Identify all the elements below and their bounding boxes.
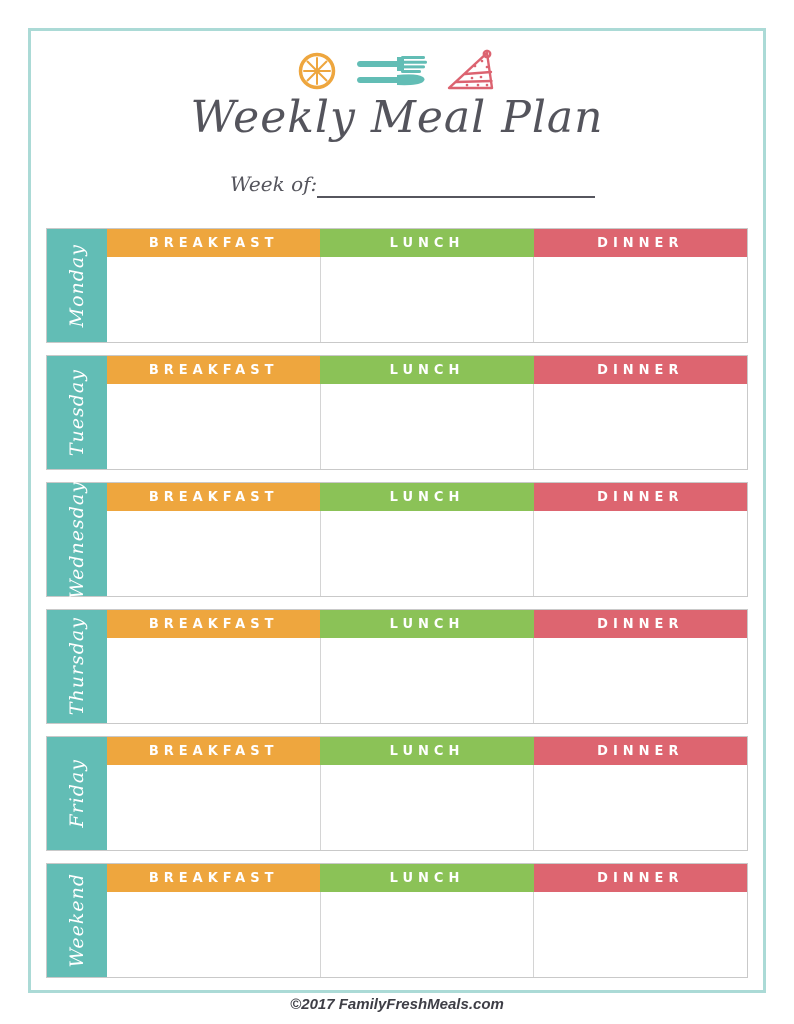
day-row-monday	[46, 228, 748, 343]
meal-cell-monday-dinner[interactable]	[534, 257, 747, 342]
day-name: Thursday	[66, 617, 88, 716]
meal-plan-table	[46, 228, 748, 990]
column-headers	[107, 356, 747, 384]
meal-cell-monday-breakfast[interactable]	[107, 257, 321, 342]
week-of-input[interactable]	[317, 170, 595, 198]
meal-cells	[107, 511, 747, 596]
day-name: Wednesday	[66, 480, 88, 599]
breakfast-header: BREAKFAST	[107, 229, 320, 257]
dinner-header: DINNER	[534, 229, 747, 257]
meal-cell-wednesday-dinner[interactable]	[534, 511, 747, 596]
orange-slice-icon	[297, 51, 337, 96]
breakfast-header: BREAKFAST	[107, 737, 320, 765]
breakfast-header: BREAKFAST	[107, 610, 320, 638]
dinner-header: DINNER	[534, 483, 747, 511]
meal-cell-tuesday-lunch[interactable]	[321, 384, 535, 469]
row-main	[107, 610, 747, 723]
meal-cell-wednesday-lunch[interactable]	[321, 511, 535, 596]
meal-cell-wednesday-breakfast[interactable]	[107, 511, 321, 596]
day-name: Tuesday	[66, 368, 88, 457]
day-row-friday	[46, 736, 748, 851]
lunch-header: LUNCH	[320, 737, 533, 765]
day-name: Friday	[66, 759, 88, 828]
fork-and-knife-icon	[355, 54, 427, 93]
meal-cells	[107, 384, 747, 469]
meal-cells	[107, 765, 747, 850]
day-row-tuesday	[46, 355, 748, 470]
dinner-header: DINNER	[534, 356, 747, 384]
row-main	[107, 229, 747, 342]
meal-cell-weekend-lunch[interactable]	[321, 892, 535, 977]
meal-cell-monday-lunch[interactable]	[321, 257, 535, 342]
meal-cell-thursday-lunch[interactable]	[321, 638, 535, 723]
day-label-wednesday	[47, 480, 107, 599]
meal-cell-friday-dinner[interactable]	[534, 765, 747, 850]
lunch-header: LUNCH	[320, 483, 533, 511]
meal-cell-tuesday-dinner[interactable]	[534, 384, 747, 469]
meal-cell-friday-lunch[interactable]	[321, 765, 535, 850]
day-row-thursday	[46, 609, 748, 724]
day-row-weekend	[46, 863, 748, 978]
row-main	[107, 864, 747, 977]
dinner-header: DINNER	[534, 737, 747, 765]
lunch-header: LUNCH	[320, 864, 533, 892]
day-label-monday	[47, 229, 107, 342]
dinner-header: DINNER	[534, 610, 747, 638]
meal-cell-thursday-breakfast[interactable]	[107, 638, 321, 723]
week-of-row	[230, 170, 595, 198]
row-main	[107, 737, 747, 850]
dinner-header: DINNER	[534, 864, 747, 892]
meal-cells	[107, 257, 747, 342]
row-main	[107, 483, 747, 596]
row-main	[107, 356, 747, 469]
day-label-weekend	[47, 864, 107, 977]
week-of-label: Week of:	[230, 172, 318, 196]
meal-cell-thursday-dinner[interactable]	[534, 638, 747, 723]
day-label-tuesday	[47, 356, 107, 469]
meal-cell-friday-breakfast[interactable]	[107, 765, 321, 850]
day-row-wednesday	[46, 482, 748, 597]
breakfast-header: BREAKFAST	[107, 356, 320, 384]
meal-cells	[107, 638, 747, 723]
day-name: Monday	[66, 243, 88, 328]
meal-cell-weekend-dinner[interactable]	[534, 892, 747, 977]
column-headers	[107, 864, 747, 892]
meal-cell-tuesday-breakfast[interactable]	[107, 384, 321, 469]
column-headers	[107, 483, 747, 511]
page-title: Weekly Meal Plan	[190, 92, 604, 143]
lunch-header: LUNCH	[320, 229, 533, 257]
day-name: Weekend	[66, 873, 88, 968]
day-label-friday	[47, 737, 107, 850]
day-label-thursday	[47, 610, 107, 723]
breakfast-header: BREAKFAST	[107, 864, 320, 892]
meal-cells	[107, 892, 747, 977]
breakfast-header: BREAKFAST	[107, 483, 320, 511]
column-headers	[107, 610, 747, 638]
meal-cell-weekend-breakfast[interactable]	[107, 892, 321, 977]
copyright-footer: ©2017 FamilyFreshMeals.com	[290, 996, 504, 1013]
column-headers	[107, 229, 747, 257]
column-headers	[107, 737, 747, 765]
lunch-header: LUNCH	[320, 356, 533, 384]
lunch-header: LUNCH	[320, 610, 533, 638]
